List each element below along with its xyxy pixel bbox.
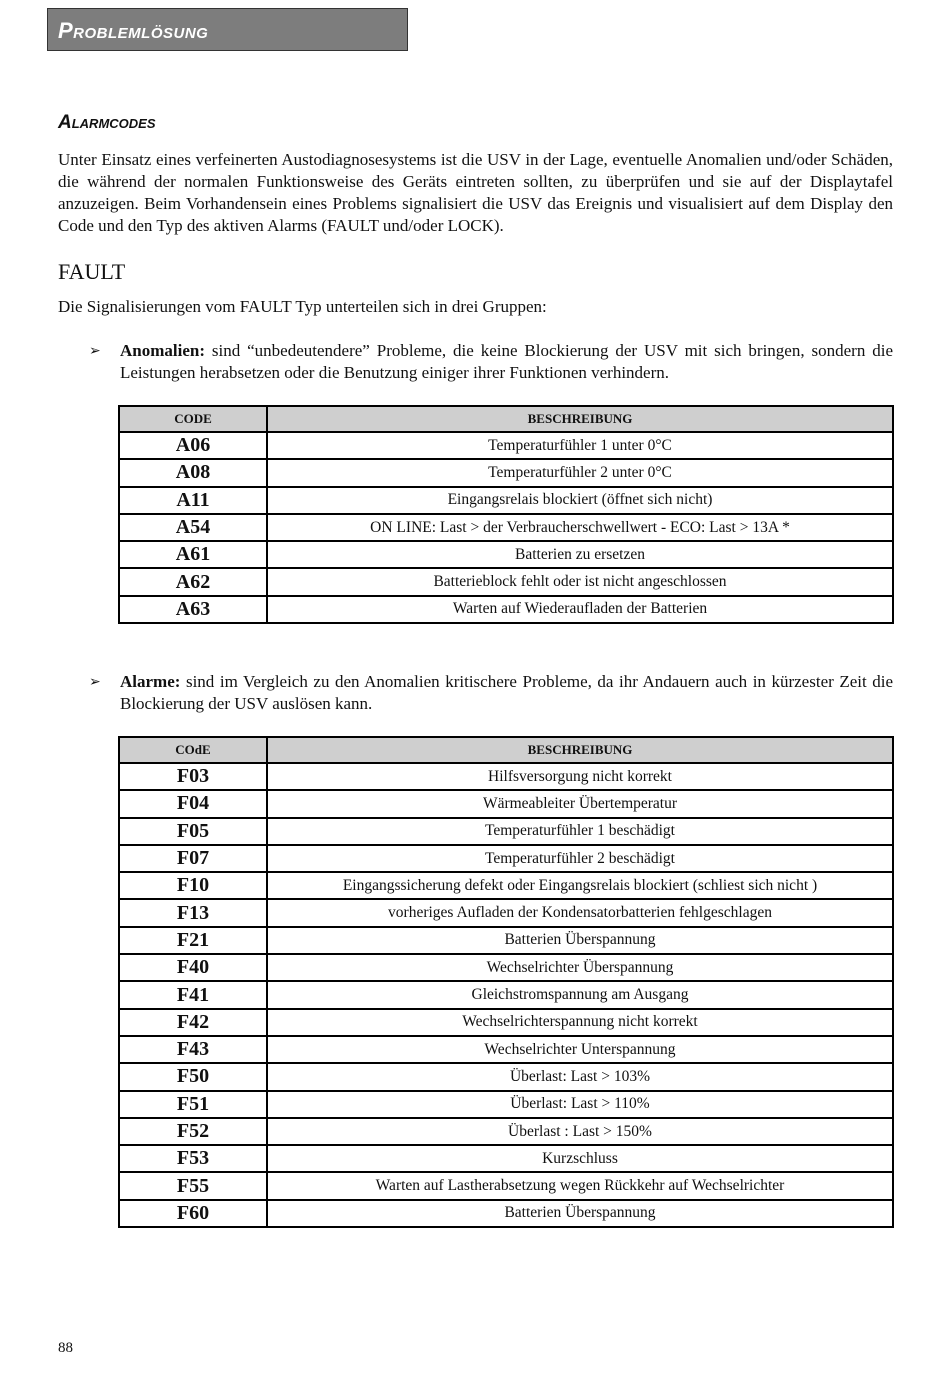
code-cell: F40 xyxy=(119,954,267,981)
description-cell: Temperaturfühler 2 unter 0°C xyxy=(267,459,893,486)
table-row xyxy=(119,1091,893,1118)
description-cell: Batterien Überspannung xyxy=(267,1200,893,1227)
code-cell: F07 xyxy=(119,845,267,872)
description-cell: Warten auf Lastherabsetzung wegen Rückkehr auf Wechselrichter xyxy=(267,1172,893,1199)
description-column-header: BESCHREIBUNG xyxy=(267,406,893,432)
code-cell: F50 xyxy=(119,1063,267,1090)
code-column-header: CODE xyxy=(119,406,267,432)
code-cell: A63 xyxy=(119,596,267,623)
anomalies-table-body xyxy=(119,432,893,623)
description-cell: Batterien Überspannung xyxy=(267,927,893,954)
table-row xyxy=(119,927,893,954)
description-cell: Batterieblock fehlt oder ist nicht angeschlossen xyxy=(267,568,893,595)
description-cell: ON LINE: Last > der Verbraucherschwellwert - ECO: Last > 13A * xyxy=(267,514,893,541)
bullet-arrow-icon: ➢ xyxy=(89,674,101,690)
code-cell: F60 xyxy=(119,1200,267,1227)
alarmcodes-heading: Alarmcodes xyxy=(58,112,156,133)
anomalies-text: sind “unbedeutendere” Probleme, die keine Blockierung der USV mit sich bringen, sondern die Leistungen herabsetzen oder die Benutzung einiger ihrer Funktionen verhindern. xyxy=(120,341,893,382)
code-cell: A11 xyxy=(119,487,267,514)
table-row xyxy=(119,1063,893,1090)
description-cell: Gleichstromspannung am Ausgang xyxy=(267,981,893,1008)
description-cell: Wärmeableiter Übertemperatur xyxy=(267,790,893,817)
alarms-term: Alarme: xyxy=(120,672,181,691)
code-cell: A62 xyxy=(119,568,267,595)
code-column-header: COdE xyxy=(119,737,267,763)
table-row xyxy=(119,845,893,872)
table-row xyxy=(119,1145,893,1172)
alarms-bullet xyxy=(89,671,893,715)
table-header-row xyxy=(119,406,893,432)
code-cell: F13 xyxy=(119,899,267,926)
table-row xyxy=(119,1200,893,1227)
description-cell: Kurzschluss xyxy=(267,1145,893,1172)
table-row xyxy=(119,1172,893,1199)
alarms-table-body xyxy=(119,763,893,1227)
code-cell: F42 xyxy=(119,1009,267,1036)
table-row xyxy=(119,1036,893,1063)
description-cell: Batterien zu ersetzen xyxy=(267,541,893,568)
description-cell: Temperaturfühler 1 beschädigt xyxy=(267,818,893,845)
table-row xyxy=(119,459,893,486)
code-cell: A06 xyxy=(119,432,267,459)
table-row xyxy=(119,899,893,926)
table-row xyxy=(119,981,893,1008)
code-cell: F43 xyxy=(119,1036,267,1063)
table-row xyxy=(119,872,893,899)
fault-intro: Die Signalisierungen vom FAULT Typ unterteilen sich in drei Gruppen: xyxy=(58,297,547,316)
description-column-header: BESCHREIBUNG xyxy=(267,737,893,763)
table-row xyxy=(119,568,893,595)
description-cell: Temperaturfühler 2 beschädigt xyxy=(267,845,893,872)
table-row xyxy=(119,1118,893,1145)
code-cell: A08 xyxy=(119,459,267,486)
code-cell: F21 xyxy=(119,927,267,954)
description-cell: Wechselrichterspannung nicht korrekt xyxy=(267,1009,893,1036)
code-cell: F41 xyxy=(119,981,267,1008)
table-row xyxy=(119,514,893,541)
description-cell: Eingangssicherung defekt oder Eingangsrelais blockiert (schliest sich nicht ) xyxy=(267,872,893,899)
table-row xyxy=(119,596,893,623)
table-row xyxy=(119,1009,893,1036)
code-cell: F52 xyxy=(119,1118,267,1145)
table-row xyxy=(119,818,893,845)
alarmcodes-intro: Unter Einsatz eines verfeinerten Austodiagnosesystems ist die USV in der Lage, eventuelle Anomalien und/oder Schäden, die während der normalen Funktionsweise des Geräts eintreten sollten, zu überprüfen und sie auf der Displaytafel anzuzeigen. Beim Vorhandensein eines Problems signalisiert die USV das Ereignis und visualisiert auf dem Display den Code und den Typ des aktiven Alarms (FAULT und/oder LOCK). xyxy=(58,150,893,235)
table-row xyxy=(119,763,893,790)
fault-heading: FAULT xyxy=(58,259,126,284)
description-cell: Überlast : Last > 150% xyxy=(267,1118,893,1145)
description-cell: Wechselrichter Unterspannung xyxy=(267,1036,893,1063)
code-cell: A61 xyxy=(119,541,267,568)
description-cell: Eingangsrelais blockiert (öffnet sich nicht) xyxy=(267,487,893,514)
bullet-arrow-icon: ➢ xyxy=(89,343,101,359)
description-cell: Wechselrichter Überspannung xyxy=(267,954,893,981)
code-cell: F04 xyxy=(119,790,267,817)
description-cell: Temperaturfühler 1 unter 0°C xyxy=(267,432,893,459)
anomalies-table xyxy=(118,405,894,624)
code-cell: F10 xyxy=(119,872,267,899)
description-cell: Warten auf Wiederaufladen der Batterien xyxy=(267,596,893,623)
code-cell: F51 xyxy=(119,1091,267,1118)
description-cell: Hilfsversorgung nicht korrekt xyxy=(267,763,893,790)
code-cell: F55 xyxy=(119,1172,267,1199)
table-header-row xyxy=(119,737,893,763)
anomalies-bullet xyxy=(89,340,893,384)
page-number: 88 xyxy=(58,1340,73,1356)
description-cell: Überlast: Last > 103% xyxy=(267,1063,893,1090)
table-row xyxy=(119,954,893,981)
table-row xyxy=(119,790,893,817)
code-cell: F53 xyxy=(119,1145,267,1172)
table-row xyxy=(119,541,893,568)
description-cell: Überlast: Last > 110% xyxy=(267,1091,893,1118)
code-cell: F03 xyxy=(119,763,267,790)
section-banner: Problemlösung xyxy=(47,8,408,51)
code-cell: A54 xyxy=(119,514,267,541)
table-row xyxy=(119,432,893,459)
alarms-table xyxy=(118,736,894,1228)
anomalies-term: Anomalien: xyxy=(120,341,205,360)
table-row xyxy=(119,487,893,514)
description-cell: vorheriges Aufladen der Kondensatorbatterien fehlgeschlagen xyxy=(267,899,893,926)
alarms-text: sind im Vergleich zu den Anomalien kritischere Probleme, da ihr Andauern auch in kürzester Zeit die Blockierung der USV auslösen kann. xyxy=(120,672,893,713)
code-cell: F05 xyxy=(119,818,267,845)
